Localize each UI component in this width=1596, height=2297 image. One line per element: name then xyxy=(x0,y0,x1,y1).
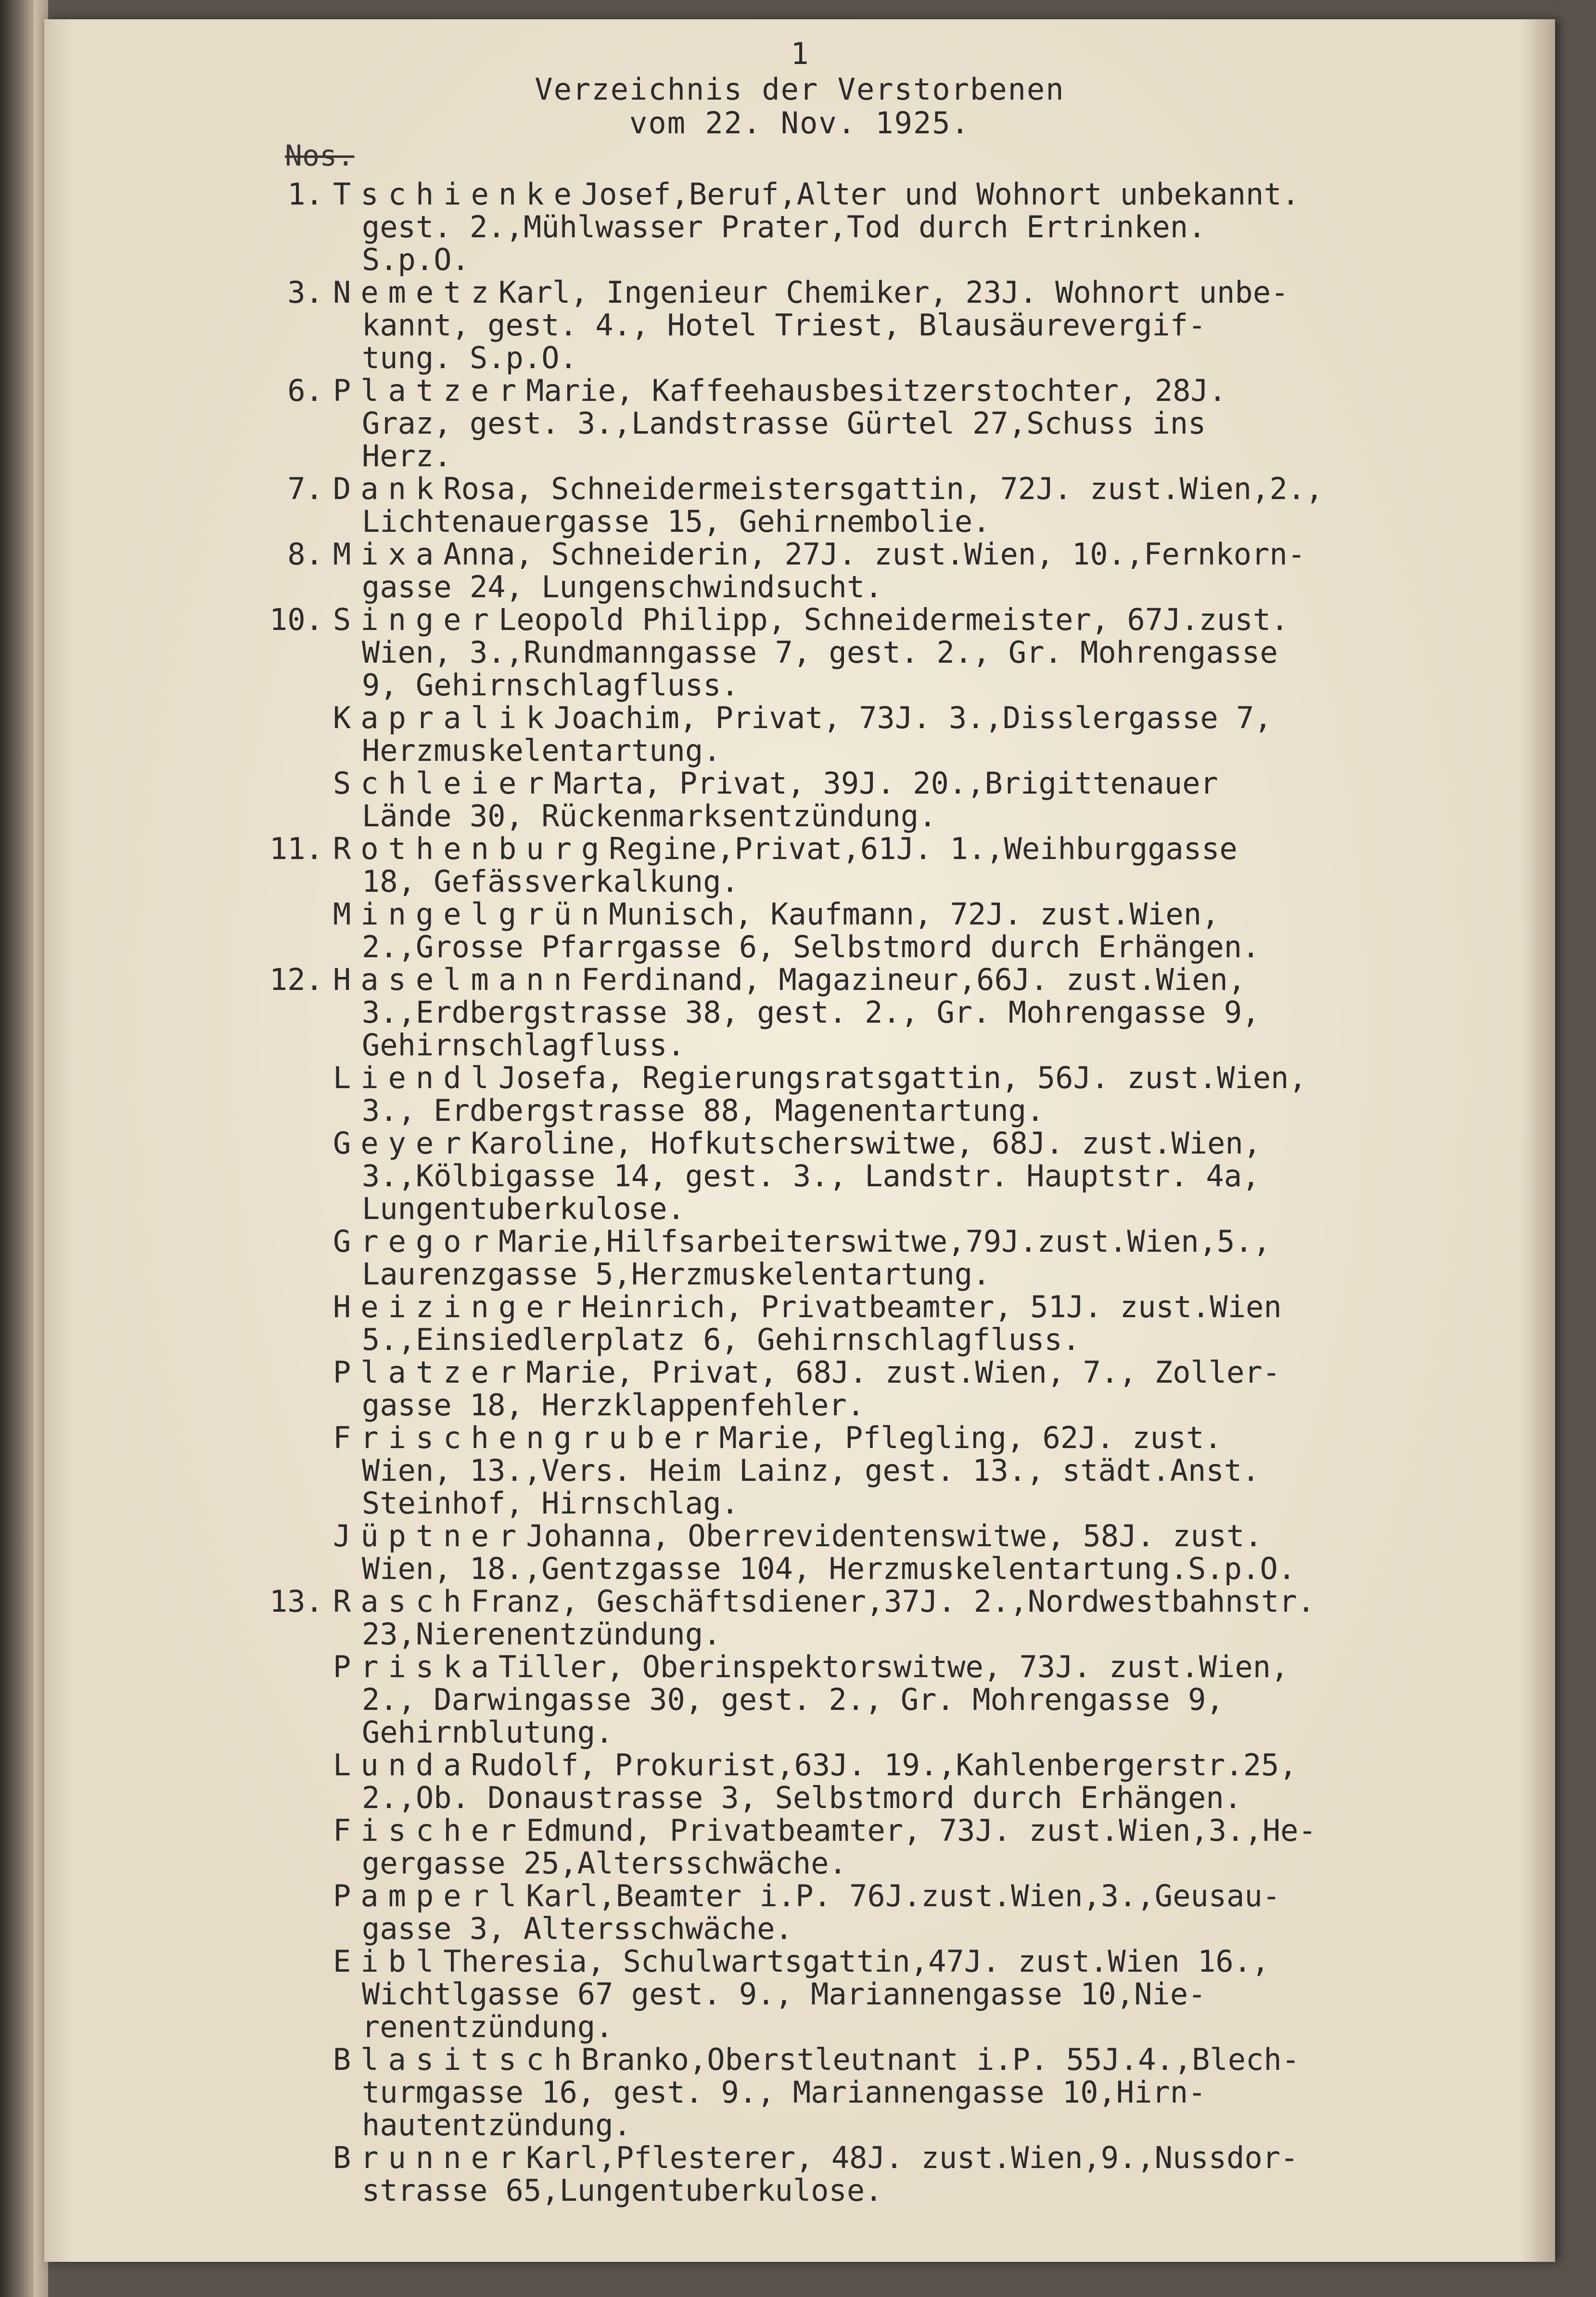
page-title: Verzeichnis der Verstorbenen xyxy=(535,72,1065,107)
entry-text: Marie, Kaffeehausbesitzerstochter, 28J. xyxy=(526,373,1227,408)
entry-continuation-line: gest. 2.,Mühlwasser Prater,Tod durch Ertrinken. xyxy=(362,209,1206,244)
document-page xyxy=(44,19,1555,2262)
entry-continuation-line: Lände 30, Rückenmarksentzündung. xyxy=(362,798,937,834)
entry-continuation-line: Lungentuberkulose. xyxy=(362,1191,685,1226)
entry-text: Rosa, Schneidermeistersgattin, 72J. zust.Wien,2., xyxy=(443,471,1324,506)
entry-continuation-line: gasse 18, Herzklappenfehler. xyxy=(362,1387,865,1423)
entry-surname: Platzer xyxy=(333,1355,526,1390)
entry-surname: Lunda xyxy=(333,1747,471,1783)
entry-surname: Tschienke xyxy=(333,177,581,212)
entry-first-line xyxy=(256,2142,1555,2174)
list-item xyxy=(256,963,1555,1062)
entry-surname: Brunner xyxy=(333,2140,526,2175)
list-item xyxy=(256,702,1555,767)
entry-text: Karl, Ingenieur Chemiker, 23J. Wohnort unbe- xyxy=(498,275,1289,310)
entry-first-line xyxy=(256,603,1555,636)
entry-first-line xyxy=(256,1127,1555,1160)
entry-continuation-line: Wichtlgasse 67 gest. 9., Mariannengasse 10,Nie- xyxy=(362,1976,1206,2012)
entry-surname: Kapralik xyxy=(333,700,554,735)
entry-surname: Rothenburg xyxy=(333,831,609,866)
entry-continuation-line: 3.,Kölbigasse 14, gest. 3., Landstr. Hauptstr. 4a, xyxy=(362,1158,1260,1193)
entry-first-line xyxy=(256,178,1555,211)
entry-text: Anna, Schneiderin, 27J. zust.Wien, 10.,Fernkorn- xyxy=(443,537,1306,572)
entry-first-line xyxy=(256,833,1555,865)
entry-continuation-line: 2.,Grosse Pfarrgasse 6, Selbstmord durch Erhängen. xyxy=(362,929,1260,964)
list-item xyxy=(256,1127,1555,1225)
list-item xyxy=(256,2043,1555,2142)
entry-surname: Liendl xyxy=(333,1060,498,1095)
entry-continuation-line: Wien, 3.,Rundmanngasse 7, gest. 2., Gr. Mohrengasse xyxy=(362,635,1278,670)
entry-continuation-line: Wien, 18.,Gentzgasse 104, Herzmuskelentartung.S.p.O. xyxy=(362,1551,1296,1586)
entry-first-line xyxy=(256,1945,1555,1978)
entry-continuation-line: 2.,Ob. Donaustrasse 3, Selbstmord durch Erhängen. xyxy=(362,1780,1242,1815)
entry-continuation-line: hautentzündung. xyxy=(362,2107,631,2143)
entry-text: Marta, Privat, 39J. 20.,Brigittenauer xyxy=(553,766,1218,801)
entry-surname: Haselmann xyxy=(333,962,581,997)
entry-number: 1. xyxy=(287,177,323,212)
list-item xyxy=(256,473,1555,538)
list-item xyxy=(256,1880,1555,1945)
entry-continuation-line: Wien, 13.,Vers. Heim Lainz, gest. 13., städt.Anst. xyxy=(362,1453,1260,1488)
entry-number: 6. xyxy=(287,373,323,408)
list-item xyxy=(256,276,1555,374)
list-item xyxy=(256,1520,1555,1585)
entry-first-line xyxy=(256,1520,1555,1553)
entry-text: Karl,Beamter i.P. 76J.zust.Wien,3.,Geusau- xyxy=(526,1878,1281,1913)
entry-first-line xyxy=(256,1651,1555,1683)
entry-first-line xyxy=(256,1225,1555,1258)
entry-surname: Dank xyxy=(333,471,444,506)
entry-first-line xyxy=(256,1291,1555,1323)
entry-first-line xyxy=(256,898,1555,931)
entry-continuation-line: 9, Gehirnschlagfluss. xyxy=(362,667,739,703)
list-item xyxy=(256,2142,1555,2207)
list-item xyxy=(256,1062,1555,1127)
entry-continuation-line: 3.,Erdbergstrasse 38, gest. 2., Gr. Mohrengasse 9, xyxy=(362,995,1260,1030)
entry-text: Karl,Pflesterer, 48J. zust.Wien,9.,Nussdor- xyxy=(526,2140,1299,2175)
entry-continuation-line: 2., Darwingasse 30, gest. 2., Gr. Mohrengasse 9, xyxy=(362,1682,1224,1717)
entry-first-line xyxy=(256,1880,1555,1912)
column-label: Nos. xyxy=(285,139,355,173)
entry-first-line xyxy=(256,2043,1555,2076)
entry-surname: Jüptner xyxy=(333,1518,526,1553)
entry-text: Franz, Geschäftsdiener,37J. 2.,Nordwestbahnstr. xyxy=(471,1584,1315,1619)
entry-continuation-line: gergasse 25,Altersschwäche. xyxy=(362,1846,847,1881)
entry-continuation-line: S.p.O. xyxy=(362,242,470,277)
list-item xyxy=(256,1814,1555,1880)
entry-surname: Heizinger xyxy=(333,1289,581,1324)
entry-number: 7. xyxy=(287,471,323,506)
entry-continuation-line: renentzündung. xyxy=(362,2009,613,2044)
entry-text: Edmund, Privatbeamter, 73J. zust.Wien,3.,He- xyxy=(526,1813,1316,1848)
list-item xyxy=(256,178,1555,276)
entry-text: Heinrich, Privatbeamter, 51J. zust.Wien xyxy=(581,1289,1282,1324)
list-item xyxy=(256,1291,1555,1356)
entry-text: Marie,Hilfsarbeiterswitwe,79J.zust.Wien,5., xyxy=(498,1224,1271,1259)
entry-continuation-line: kannt, gest. 4., Hotel Triest, Blausäurevergif- xyxy=(362,308,1206,343)
entry-continuation-line: strasse 65,Lungentuberkulose. xyxy=(362,2173,883,2208)
entry-surname: Rasch xyxy=(333,1584,471,1619)
entry-text: Leopold Philipp, Schneidermeister, 67J.zust. xyxy=(498,602,1289,637)
entry-text: Rudolf, Prokurist,63J. 19.,Kahlenbergerstr.25, xyxy=(471,1747,1297,1783)
entry-first-line xyxy=(256,1585,1555,1618)
entry-surname: Priska xyxy=(333,1649,498,1684)
entry-text: Theresia, Schulwartsgattin,47J. zust.Wien 16., xyxy=(443,1944,1270,1979)
entry-surname: Blasitsch xyxy=(333,2042,581,2077)
entry-continuation-line: Gehirnblutung. xyxy=(362,1715,613,1750)
entry-surname: Mixa xyxy=(333,537,444,572)
entry-continuation-line: 3., Erdbergstrasse 88, Magenentartung. xyxy=(362,1093,1045,1128)
entry-continuation-line: 5.,Einsiedlerplatz 6, Gehirnschlagfluss. xyxy=(362,1322,1081,1357)
entry-continuation-line: gasse 3, Altersschwäche. xyxy=(362,1911,793,1946)
page-number: 1 xyxy=(791,36,809,71)
entry-number: 13. xyxy=(269,1584,323,1619)
list-item xyxy=(256,1585,1555,1651)
list-item xyxy=(256,603,1555,702)
entry-text: Johanna, Oberrevidentenswitwe, 58J. zust. xyxy=(526,1518,1263,1553)
entry-text: Branko,Oberstleutnant i.P. 55J.4.,Blech- xyxy=(581,2042,1300,2077)
entry-text: Regine,Privat,61J. 1.,Weihburggasse xyxy=(609,831,1238,866)
list-item xyxy=(256,1749,1555,1814)
entry-continuation-line: tung. S.p.O. xyxy=(362,340,577,375)
entry-continuation-line: turmgasse 16, gest. 9., Mariannengasse 10,Hirn- xyxy=(362,2075,1206,2110)
entry-surname: Mingelgrün xyxy=(333,897,609,932)
list-item xyxy=(256,1651,1555,1749)
entry-first-line xyxy=(256,1422,1555,1454)
entry-surname: Fischer xyxy=(333,1813,526,1848)
entry-text: Karoline, Hofkutscherswitwe, 68J. zust.Wien, xyxy=(471,1126,1262,1161)
entry-first-line xyxy=(256,473,1555,505)
entry-surname: Pamperl xyxy=(333,1878,526,1913)
entry-continuation-line: Herzmuskelentartung. xyxy=(362,733,721,768)
entry-continuation-line: gasse 24, Lungenschwindsucht. xyxy=(362,569,883,604)
entry-first-line xyxy=(256,963,1555,996)
entry-number: 10. xyxy=(269,602,323,637)
list-item xyxy=(256,374,1555,473)
entry-number: 11. xyxy=(269,831,323,866)
entry-text: Munisch, Kaufmann, 72J. zust.Wien, xyxy=(609,897,1220,932)
entry-continuation-line: Lichtenauergasse 15, Gehirnembolie. xyxy=(362,504,991,539)
entry-continuation-line: Graz, gest. 3.,Landstrasse Gürtel 27,Schuss ins xyxy=(362,406,1206,441)
entry-first-line xyxy=(256,702,1555,734)
death-register-list xyxy=(256,178,1555,2207)
entry-surname: Frischengruber xyxy=(333,1420,719,1455)
entry-text: Joachim, Privat, 73J. 3.,Disslergasse 7, xyxy=(553,700,1272,735)
entry-surname: Geyer xyxy=(333,1126,471,1161)
entry-surname: Nemetz xyxy=(333,275,498,310)
entry-text: Josefa, Regierungsratsgattin, 56J. zust.Wien, xyxy=(498,1060,1307,1095)
entry-text: Ferdinand, Magazineur,66J. zust.Wien, xyxy=(581,962,1246,997)
entry-number: 12. xyxy=(269,962,323,997)
list-item xyxy=(256,1945,1555,2043)
entry-text: Tiller, Oberinspektorswitwe, 73J. zust.Wien, xyxy=(498,1649,1289,1684)
entry-first-line xyxy=(256,374,1555,407)
entry-continuation-line: Steinhof, Hirnschlag. xyxy=(362,1486,739,1521)
entry-first-line xyxy=(256,538,1555,571)
entry-text: Marie, Pflegling, 62J. zust. xyxy=(719,1420,1222,1455)
entry-continuation-line: 23,Nierenentzündung. xyxy=(362,1617,721,1652)
list-item xyxy=(256,767,1555,833)
entry-number: 8. xyxy=(287,537,323,572)
entry-surname: Schleier xyxy=(333,766,554,801)
entry-surname: Eibl xyxy=(333,1944,444,1979)
entry-continuation-line: Gehirnschlagfluss. xyxy=(362,1027,685,1063)
entry-text: Josef,Beruf,Alter und Wohnort unbekannt. xyxy=(581,177,1300,212)
entry-surname: Singer xyxy=(333,602,498,637)
entry-first-line xyxy=(256,1814,1555,1847)
list-item xyxy=(256,833,1555,898)
entry-continuation-line: Laurenzgasse 5,Herzmuskelentartung. xyxy=(362,1257,991,1292)
list-item xyxy=(256,1356,1555,1422)
entry-first-line xyxy=(256,1062,1555,1094)
entry-text: Marie, Privat, 68J. zust.Wien, 7., Zoller- xyxy=(526,1355,1281,1390)
entry-surname: Platzer xyxy=(333,373,526,408)
entry-continuation-line: 18, Gefässverkalkung. xyxy=(362,864,739,899)
entry-first-line xyxy=(256,767,1555,800)
list-item xyxy=(256,898,1555,963)
entry-first-line xyxy=(256,1749,1555,1782)
entry-first-line xyxy=(256,276,1555,309)
entry-first-line xyxy=(256,1356,1555,1389)
list-item xyxy=(256,1422,1555,1520)
entry-number: 3. xyxy=(287,275,323,310)
entry-continuation-line: Herz. xyxy=(362,438,452,474)
list-item xyxy=(256,538,1555,603)
entry-surname: Gregor xyxy=(333,1224,498,1259)
list-item xyxy=(256,1225,1555,1291)
page-date: vom 22. Nov. 1925. xyxy=(629,105,970,141)
